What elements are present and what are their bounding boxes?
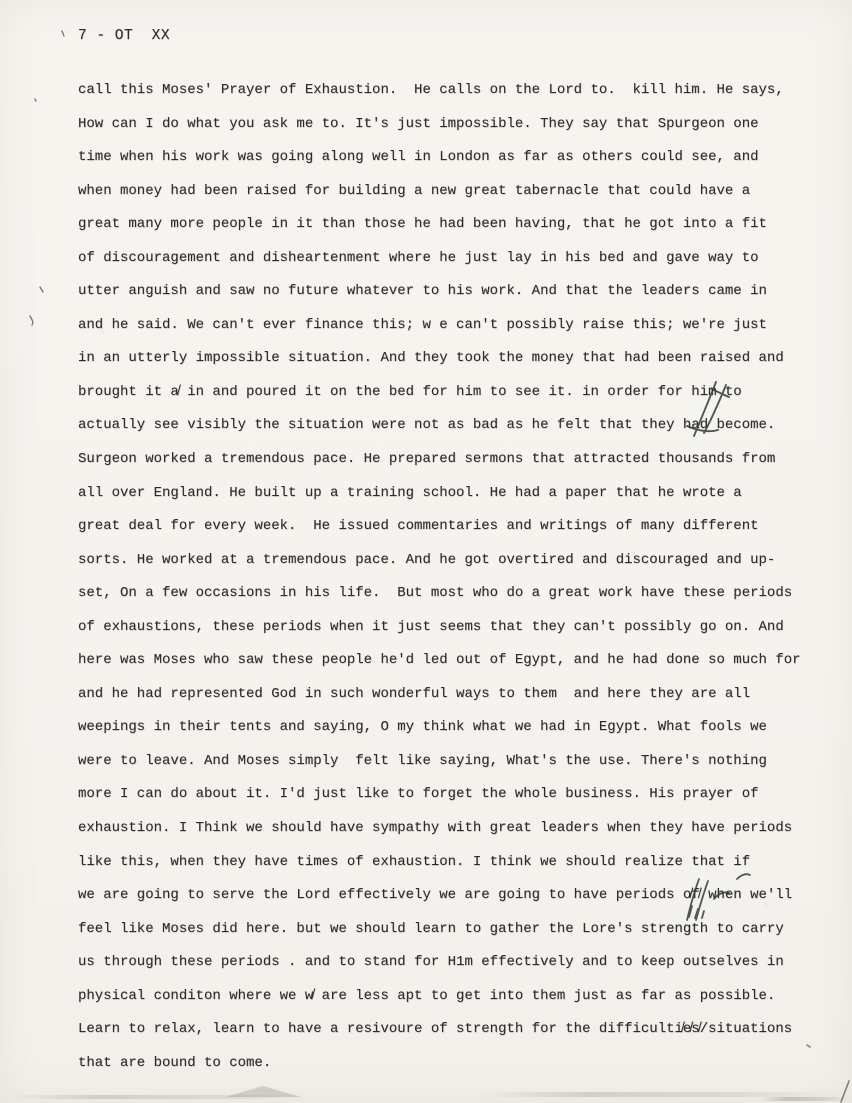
typed-line: all over England. He built up a training school. He had a paper that he wrote a <box>78 484 742 501</box>
typed-line: sorts. He worked at a tremendous pace. And he got overtired and discouraged and up- <box>78 551 776 568</box>
typed-line: time when his work was going along well in London as far as others could see, and <box>78 149 759 166</box>
typed-line: that are bound to come. <box>78 1054 272 1071</box>
typed-line: more I can do about it. I'd just like to forget the whole business. His prayer of <box>78 786 759 803</box>
typed-line: in an utterly impossible situation. And they took the money that had been raised and <box>78 350 784 367</box>
typed-text-block <box>78 82 823 1088</box>
typed-line: and he had represented God in such wonderful ways to them and here they are all <box>78 685 751 702</box>
typed-line: of discouragement and disheartenment where he just lay in his bed and gave way to <box>78 249 759 266</box>
typed-line: were to leave. And Moses simply felt like saying, What's the use. There's nothing <box>78 752 767 769</box>
typed-line: Surgeon worked a tremendous pace. He prepared sermons that attracted thousands from <box>78 451 776 468</box>
typed-line: utter anguish and saw no future whatever to his work. And that the leaders came in <box>78 283 767 300</box>
typed-line: us through these periods . and to stand for H1m effectively and to keep outselves in <box>78 954 784 971</box>
scan-edge-smudge <box>760 1097 850 1101</box>
typed-line: brought it a̸ in and poured it on the bed for him to see it. in order for him to <box>78 383 742 400</box>
typed-line: actually see visibly the situation were not as bad as he felt that they had become. <box>78 417 776 434</box>
typed-line: great many more people in it than those he had been having, that he got into a fit <box>78 216 767 233</box>
margin-speck <box>30 31 64 325</box>
typed-line: exhaustion. I Think we should have sympathy with great leaders when they have periods <box>78 820 793 837</box>
typed-line: Learn to relax, learn to have a resivoure of strength for the difficulti̸e̸s̸/situations <box>78 1021 793 1038</box>
typed-line: great deal for every week. He issued commentaries and writings of many different <box>78 518 759 535</box>
typed-line: of exhaustions, these periods when it just seems that they can't possibly go on. And <box>78 618 784 635</box>
typed-line: weepings in their tents and saying, O my think what we had in Egypt. What fools we <box>78 719 767 736</box>
page-header-label: 7 - OT XX <box>78 28 171 44</box>
typed-line: and he said. We can't ever finance this; w e can't possibly raise this; we're just <box>78 316 767 333</box>
typed-line: set, On a few occasions in his life. But most who do a great work have these periods <box>78 585 793 602</box>
typed-line: when money had been raised for building a new great tabernacle that could have a <box>78 182 751 199</box>
scan-edge-smudge <box>225 1086 301 1097</box>
typed-line: call this Moses' Prayer of Exhaustion. He calls on the Lord to. kill him. He says, <box>78 82 784 98</box>
typed-line: like this, when they have times of exhaustion. I think we should realize that if <box>78 853 751 870</box>
typed-line: feel like Moses did here. but we should learn to gather the Lore's strength to carry <box>78 920 784 937</box>
typed-line: here was Moses who saw these people he'd led out of Egypt, and he had done so much for <box>78 652 801 669</box>
typed-line: we are going to serve the Lord effectively we are going to have periods o̸f̸ when we'll <box>78 887 793 904</box>
typed-line: physical conditon where we w̸ are less apt to get into them just as far as possible. <box>78 987 776 1004</box>
typed-line: How can I do what you ask me to. It's just impossible. They say that Spurgeon one <box>78 115 759 132</box>
